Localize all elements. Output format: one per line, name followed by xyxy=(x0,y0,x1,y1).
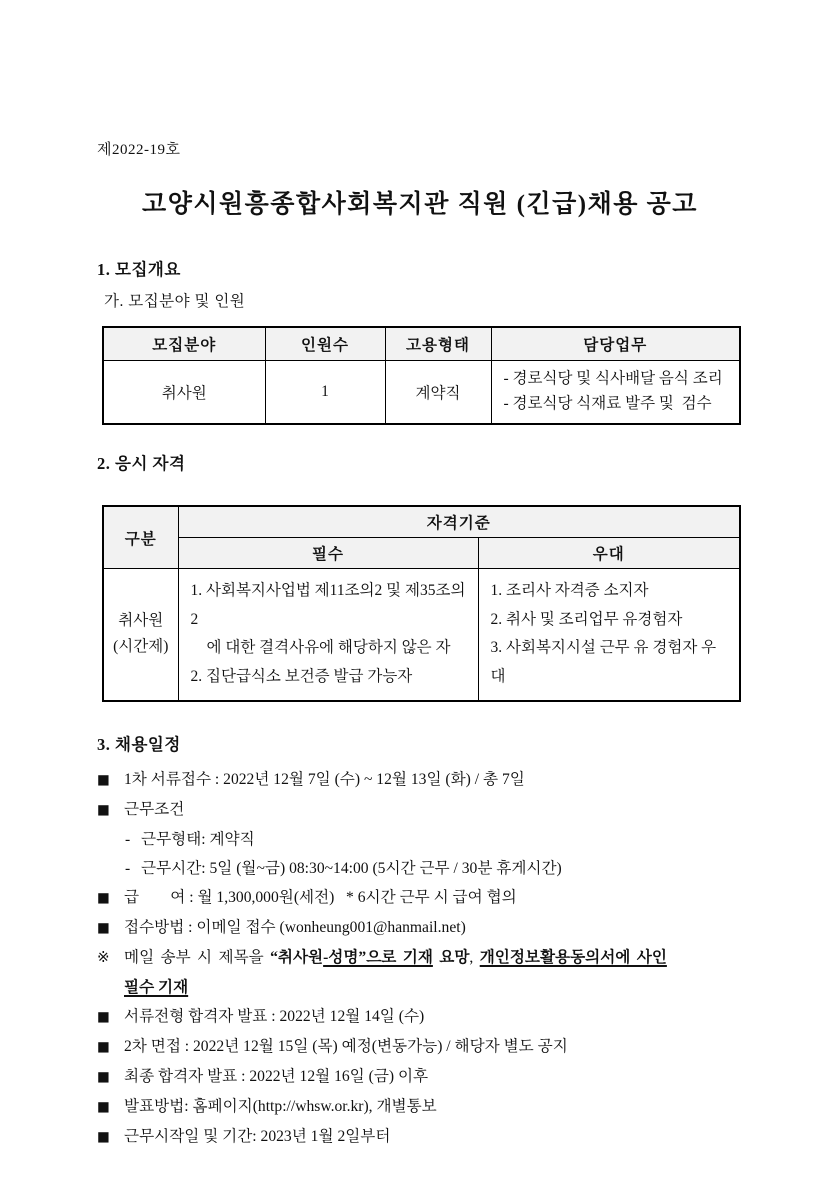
recruitment-table-header-row xyxy=(103,327,740,361)
schedule-item-text: 발표방법: 홈페이지(http://whsw.or.kr), 개별통보 xyxy=(124,1097,437,1115)
recruitment-table xyxy=(102,326,741,425)
section-recruit-subheading: 가. 모집분야 및 인원 xyxy=(104,293,246,310)
preferred-item: 2. 취사 및 조리업무 유경험자 xyxy=(490,610,683,628)
schedule-subitem-text: 근무시간: 5일 (월~금) 08:30~14:00 (5시간 근무 / 30분 휴게시간) xyxy=(141,859,562,877)
duty-line: - 경로식당 식재료 발주 및 검수 xyxy=(503,395,712,412)
section-recruit-heading: 1. 모집개요 xyxy=(97,260,181,279)
col-header-employment-type: 고용형태 xyxy=(385,327,491,361)
col-header-category: 구분 xyxy=(103,506,178,569)
schedule-item-final-announce xyxy=(97,1062,743,1092)
required-item: 2. 집단급식소 보건증 발급 가능자 xyxy=(190,668,413,686)
required-item-continuation: 에 대한 결격사유에 해당하지 않은 자 xyxy=(206,639,451,657)
note-pre: 메일 송부 시 제목을 xyxy=(124,948,271,966)
schedule-item-text: 서류전형 합격자 발표 : 2022년 12월 14일 (수) xyxy=(124,1007,425,1025)
square-bullet-icon: ■ xyxy=(97,1038,110,1055)
note-bold-underline: 개인정보활용동의서에 사인 xyxy=(479,948,667,966)
cell-preferred xyxy=(478,569,740,701)
square-bullet-icon: ■ xyxy=(97,1098,110,1115)
cell-category xyxy=(103,569,178,701)
col-header-required: 필수 xyxy=(178,538,478,569)
category-line: 취사원 xyxy=(118,612,164,629)
note-bold: 요망 xyxy=(432,948,470,966)
schedule-item-apply-method xyxy=(97,913,743,943)
qualification-table-row xyxy=(103,569,740,701)
schedule-note-text xyxy=(124,943,667,972)
reference-mark-icon: ※ xyxy=(97,949,110,966)
square-bullet-icon: ■ xyxy=(97,1128,110,1145)
category-line: (시간제) xyxy=(113,638,169,656)
preferred-item: 1. 조리사 자격증 소지자 xyxy=(490,582,649,599)
required-item: 1. 사회복지사업법 제11조의2 및 제35조의 2 xyxy=(190,582,466,628)
col-header-preferred: 우대 xyxy=(478,538,740,569)
square-bullet-icon: ■ xyxy=(97,1068,110,1085)
schedule-subitem-work-hours xyxy=(97,854,743,883)
square-bullet-icon: ■ xyxy=(97,889,110,906)
schedule-item-work-conditions xyxy=(97,795,743,825)
square-bullet-icon: ■ xyxy=(97,801,110,818)
schedule-item-text: 2차 면접 : 2022년 12월 15일 (목) 예정(변동가능) / 해당자 별도 공지 xyxy=(124,1037,568,1055)
qualification-header-row-1 xyxy=(103,506,740,538)
schedule-note xyxy=(97,943,743,973)
square-bullet-icon: ■ xyxy=(97,1008,110,1025)
schedule-item-salary xyxy=(97,883,743,913)
schedule-item-text: 최종 합격자 발표 : 2022년 12월 16일 (금) 이후 xyxy=(124,1067,429,1085)
col-header-field: 모집분야 xyxy=(103,327,265,361)
col-header-criteria: 자격기준 xyxy=(178,506,740,538)
document-page xyxy=(97,138,743,1152)
square-bullet-icon: ■ xyxy=(97,771,110,788)
square-bullet-icon: ■ xyxy=(97,919,110,936)
dash-bullet-icon: - xyxy=(125,859,131,877)
schedule-item-text: 접수방법 : 이메일 접수 (wonheung001@hanmail.net) xyxy=(124,918,466,936)
page-title: 고양시원흥종합사회복지관 직원 (긴급)채용 공고 xyxy=(142,191,698,218)
schedule-subitem-work-type xyxy=(97,825,743,854)
schedule-item-receipt xyxy=(97,765,743,795)
cell-duties xyxy=(491,361,740,425)
schedule-item-text: 급 여 : 월 1,300,000원(세전) * 6시간 근무 시 급여 협의 xyxy=(124,888,517,906)
note-bold: “취사원 xyxy=(270,948,324,966)
cell-field: 취사원 xyxy=(103,361,265,425)
section-schedule-heading: 3. 채용일정 xyxy=(97,734,181,754)
recruitment-table-row xyxy=(103,361,740,425)
col-header-duties: 담당업무 xyxy=(491,327,740,361)
preferred-item: 3. 사회복지시설 근무 유 경험자 우대 xyxy=(490,639,717,686)
note-bold-underline: -성명”으로 기재 xyxy=(323,948,433,966)
note-separator: , xyxy=(469,948,480,966)
dash-bullet-icon: - xyxy=(125,830,131,848)
qualification-table xyxy=(102,505,741,702)
schedule-note-line2 xyxy=(97,973,743,1002)
section-qualification-heading: 2. 응시 자격 xyxy=(97,454,186,473)
col-header-headcount: 인원수 xyxy=(265,327,385,361)
schedule-item-interview xyxy=(97,1032,743,1062)
schedule-subitem-text: 근무형태: 계약직 xyxy=(141,830,255,848)
qualification-header-row-2 xyxy=(103,538,740,569)
schedule-item-announce-method xyxy=(97,1092,743,1122)
cell-headcount: 1 xyxy=(265,361,385,425)
doc-number: 제2022-19호 xyxy=(97,142,181,158)
note-bold-underline: 필수 기재 xyxy=(124,978,189,996)
schedule-item-text: 1차 서류접수 : 2022년 12월 7일 (수) ~ 12월 13일 (화) / 총 7일 xyxy=(124,770,525,788)
schedule-item-text: 근무조건 xyxy=(124,800,185,818)
schedule-item-work-start xyxy=(97,1122,743,1152)
cell-required xyxy=(178,569,478,701)
schedule-item-text: 근무시작일 및 기간: 2023년 1월 2일부터 xyxy=(124,1127,391,1145)
schedule-item-doc-pass-announce xyxy=(97,1002,743,1032)
cell-employment-type: 계약직 xyxy=(385,361,491,425)
duty-line: - 경로식당 및 식사배달 음식 조리 xyxy=(503,370,723,388)
